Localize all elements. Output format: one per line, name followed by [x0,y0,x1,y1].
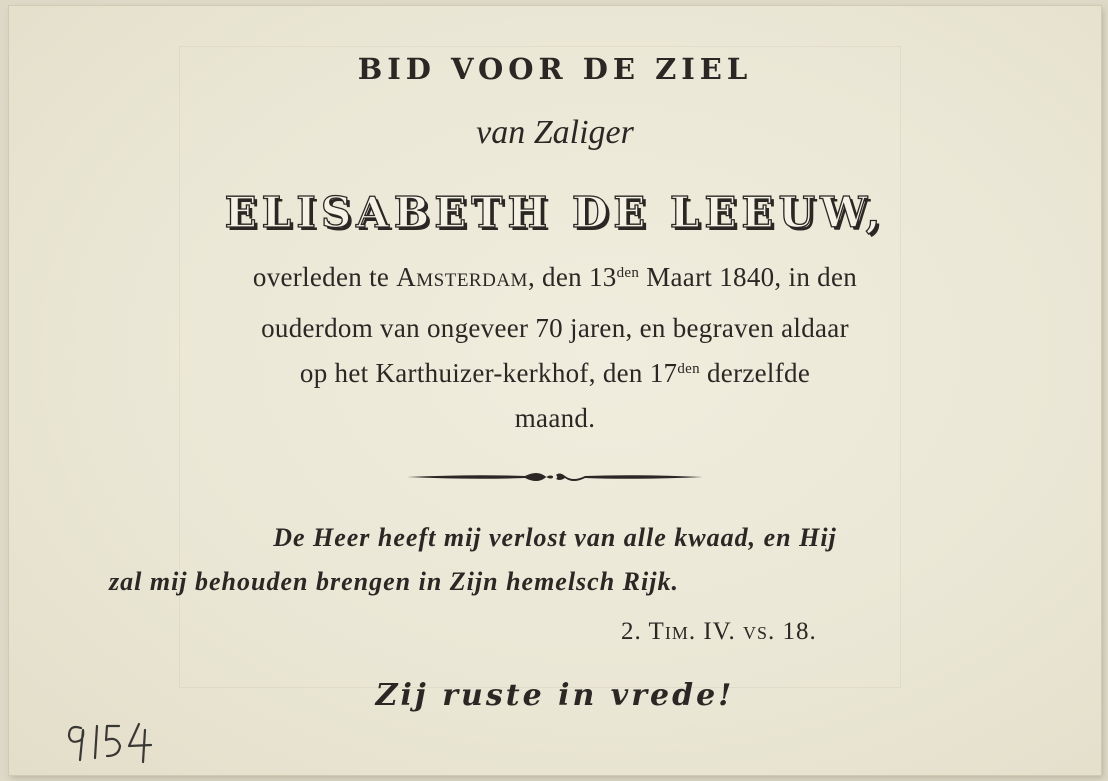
verse-line-1: De Heer heeft mij verlost van alle kwaad, en Hij [273,523,837,552]
card-subheading: van Zaliger [476,114,634,151]
handwritten-number [59,712,179,772]
details-line-2: ouderdom van ongeveer 70 jaren, en begraven aldaar [261,313,849,343]
details-line-3-post: derzelfde [699,358,811,388]
details-line-3-sup: den [677,361,700,377]
card-heading: BID VOOR DE ZIEL [357,52,753,86]
details-line-1 [9,262,1101,293]
verse-line-2: zal mij behouden brengen in Zijn hemelsch Rijk. [109,567,679,596]
details-city: Amsterdam [396,262,528,292]
details-line-1-post: Maart 1840, in den [639,262,858,292]
details-line-4: maand. [514,403,596,433]
details-line-3-pre: op het Karthuizer-kerkhof, den 17 [299,358,678,388]
details-line-1-sup: den [616,265,640,281]
prayer-card [9,6,1101,775]
verse-reference: 2. Tim. IV. vs. 18. [621,618,817,645]
closing-phrase: Zij ruste in vrede! [375,678,735,713]
details-line-1-mid: , den 13 [527,262,617,292]
details-line-1-pre: overleden te [252,262,397,292]
deceased-name: ELISABETH DE LEEUW, [224,188,886,237]
ornament-divider [405,466,705,488]
details-line-3 [9,358,1101,389]
